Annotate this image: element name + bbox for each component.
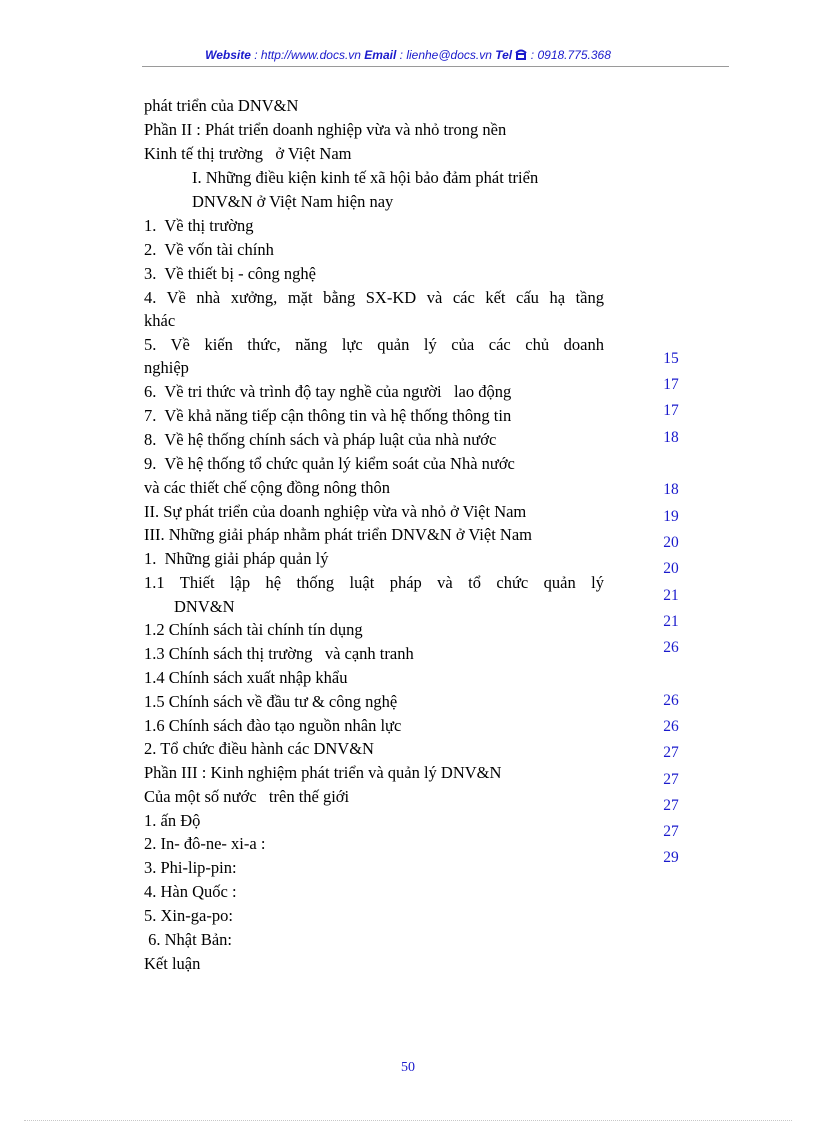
toc-line: 1. Về thị trường: [144, 216, 254, 235]
toc-page-number[interactable]: 27: [663, 823, 679, 840]
tel-value[interactable]: : 0918.775.368: [527, 48, 611, 62]
toc-page-number[interactable]: 27: [663, 797, 679, 814]
toc-line: 4. Hàn Quốc :: [144, 882, 237, 901]
toc-line: 1.1 Thiết lập hệ thống luật pháp và tổ chức quản lý: [144, 573, 604, 592]
toc-page-number[interactable]: 19: [663, 508, 679, 525]
toc-page-number[interactable]: 20: [663, 560, 679, 577]
toc-line: phát triển của DNV&N: [144, 96, 299, 115]
toc-line: Kết luận: [144, 954, 201, 973]
toc-page-number[interactable]: 17: [663, 376, 679, 393]
toc-page-number[interactable]: 27: [663, 744, 679, 761]
toc-page-number[interactable]: 21: [663, 587, 679, 604]
toc-page-number[interactable]: 27: [663, 771, 679, 788]
toc-line: 6. Về tri thức và trình độ tay nghề của người lao động: [144, 382, 512, 401]
toc-line: 2. Tổ chức điều hành các DNV&N: [144, 739, 374, 758]
toc-line: nghiệp: [144, 358, 189, 377]
toc-line: 1.2 Chính sách tài chính tín dụng: [144, 620, 363, 639]
toc-page-number[interactable]: 18: [663, 481, 679, 498]
toc-line: 1. ấn Độ: [144, 811, 201, 830]
toc-line: 4. Về nhà xưởng, mặt bằng SX-KD và các kết cấu hạ tầng: [144, 288, 604, 307]
email-label: Email: [364, 48, 397, 62]
toc-line: Kinh tế thị trường ở Việt Nam: [144, 144, 352, 163]
toc-line: 5. Xin-ga-po:: [144, 906, 233, 925]
toc-line: Phần II : Phát triển doanh nghiệp vừa và nhỏ trong nền: [144, 120, 507, 139]
toc-line: 1.6 Chính sách đào tạo nguồn nhân lực: [144, 716, 402, 735]
toc-line: 7. Về khả năng tiếp cận thông tin và hệ thống thông tin: [144, 406, 512, 425]
toc-line: 5. Về kiến thức, năng lực quản lý của các chủ doanh: [144, 335, 604, 354]
toc-page-number[interactable]: 18: [663, 429, 679, 446]
website-value[interactable]: : http://www.docs.vn: [250, 48, 365, 62]
toc-line: DNV&N: [174, 597, 235, 616]
toc-page-number[interactable]: 20: [663, 534, 679, 551]
toc-line: 8. Về hệ thống chính sách và pháp luật của nhà nước: [144, 430, 497, 449]
email-value[interactable]: : lienhe@docs.vn: [396, 48, 496, 62]
toc-line: 1.5 Chính sách về đầu tư & công nghệ: [144, 692, 398, 711]
footer-divider: [24, 1120, 792, 1121]
toc-line: 3. Về thiết bị - công nghệ: [144, 264, 316, 283]
toc-line: 1. Những giải pháp quản lý: [144, 549, 329, 568]
toc-line: 3. Phi-lip-pin:: [144, 858, 237, 877]
toc-line: 6. Nhật Bản:: [144, 930, 232, 949]
toc-page-number[interactable]: 15: [663, 350, 679, 367]
toc-page-number[interactable]: 26: [663, 639, 679, 656]
toc-line: 1.3 Chính sách thị trường và cạnh tranh: [144, 644, 414, 663]
toc-line: III. Những giải pháp nhằm phát triển DNV&N ở Việt Nam: [144, 525, 532, 544]
toc-line: 9. Về hệ thống tổ chức quản lý kiểm soát của Nhà nước: [144, 454, 515, 473]
toc-line: 2. In- đô-ne- xi-a :: [144, 834, 266, 853]
toc-line: 1.4 Chính sách xuất nhập khẩu: [144, 668, 348, 687]
footer-page-number: 50: [401, 1060, 415, 1075]
toc-line: I. Những điều kiện kinh tế xã hội bảo đảm phát triển: [192, 168, 539, 187]
toc-line: khác: [144, 311, 176, 330]
toc-line: II. Sự phát triển của doanh nghiệp vừa và nhỏ ở Việt Nam: [144, 502, 527, 521]
toc-line: Phần III : Kinh nghiệm phát triển và quản lý DNV&N: [144, 763, 502, 782]
tel-label: Tel: [495, 48, 513, 62]
toc-page-number[interactable]: 21: [663, 613, 679, 630]
toc-page-number[interactable]: 26: [663, 718, 679, 735]
toc-line: DNV&N ở Việt Nam hiện nay: [192, 192, 394, 211]
toc-line: 2. Về vốn tài chính: [144, 240, 274, 259]
toc-line: và các thiết chế cộng đồng nông thôn: [144, 478, 391, 497]
toc-page-number[interactable]: 26: [663, 692, 679, 709]
toc-line: Của một số nước trên thế giới: [144, 787, 350, 806]
website-label: Website: [205, 48, 251, 62]
toc-page-number[interactable]: 29: [663, 849, 679, 866]
toc-page-number[interactable]: 17: [663, 402, 679, 419]
